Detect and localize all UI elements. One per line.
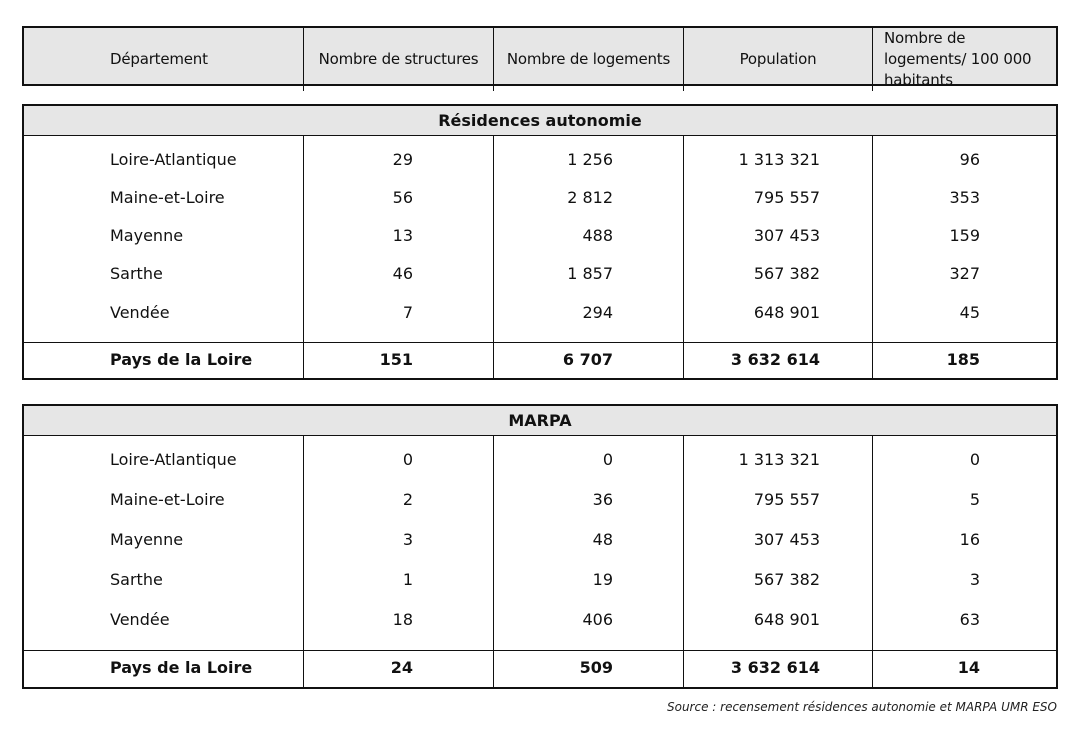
table-cell: 294 [582, 303, 613, 322]
table-cell: Mayenne [110, 530, 184, 549]
table-cell: 3 632 614 [730, 350, 820, 369]
section-residences-autonomie [22, 104, 1058, 380]
table-cell: 1 256 [567, 150, 613, 169]
total-row [24, 650, 1056, 687]
col-logements [493, 136, 683, 342]
table-cell: 795 557 [753, 188, 820, 207]
table-cell: 19 [592, 570, 613, 589]
section-rows [24, 436, 1056, 650]
table-cell: Pays de la Loire [110, 658, 253, 677]
total-population [683, 343, 872, 378]
table-cell: 16 [959, 530, 980, 549]
section-title: MARPA [24, 406, 1056, 436]
table-cell: 1 857 [567, 264, 613, 283]
table-cell: 3 [402, 530, 413, 549]
table-header [22, 26, 1058, 89]
table-cell: Sarthe [110, 570, 163, 589]
table-cell: 13 [392, 226, 413, 245]
table-cell: Sarthe [110, 264, 163, 283]
table-cell: Loire-Atlantique [110, 450, 237, 469]
col-ratio [872, 436, 1056, 650]
table-cell: 63 [959, 610, 980, 629]
table-cell: 7 [402, 303, 413, 322]
col-structures [303, 136, 493, 342]
table-cell: 353 [949, 188, 980, 207]
col-population [683, 436, 872, 650]
total-departement [24, 343, 303, 378]
table-cell: 648 901 [753, 610, 820, 629]
table-cell: 567 382 [753, 570, 820, 589]
table-cell: Maine-et-Loire [110, 490, 225, 509]
table-cell: Maine-et-Loire [110, 188, 225, 207]
total-logements [493, 651, 683, 687]
col-departement [24, 136, 303, 342]
table-cell: 48 [592, 530, 613, 549]
col-departement [24, 436, 303, 650]
table-cell: 307 453 [753, 226, 820, 245]
total-row [24, 342, 1056, 378]
header-logements: Nombre de logements [493, 28, 683, 91]
header-departement: Département [110, 50, 208, 68]
table-cell: 3 632 614 [730, 658, 820, 677]
table-cell: 0 [969, 450, 980, 469]
table-cell: 406 [582, 610, 613, 629]
table-cell: 2 [402, 490, 413, 509]
table-cell: 327 [949, 264, 980, 283]
table-cell: 488 [582, 226, 613, 245]
table-cell: Loire-Atlantique [110, 150, 237, 169]
table-cell: 795 557 [753, 490, 820, 509]
table-cell: 36 [592, 490, 613, 509]
section-rows [24, 136, 1056, 342]
col-population [683, 136, 872, 342]
total-population [683, 651, 872, 687]
table-cell: 45 [959, 303, 980, 322]
table-cell: 1 313 321 [738, 150, 820, 169]
table-cell: 307 453 [753, 530, 820, 549]
section-marpa [22, 404, 1058, 689]
table-cell: 0 [402, 450, 413, 469]
table-cell: 3 [969, 570, 980, 589]
section-title: Résidences autonomie [24, 106, 1056, 136]
table-cell: 151 [379, 350, 413, 369]
header-logements-per-100k: Nombre de logements/ 100 000 habitants [872, 28, 1056, 91]
table-cell: 2 812 [567, 188, 613, 207]
header-structures: Nombre de structures [303, 28, 493, 91]
table-cell: 29 [392, 150, 413, 169]
table-cell: Vendée [110, 610, 170, 629]
table-cell: 1 [402, 570, 413, 589]
total-structures [303, 651, 493, 687]
header-population: Population [683, 28, 872, 91]
col-logements [493, 436, 683, 650]
table-cell: 24 [390, 658, 413, 677]
col-structures [303, 436, 493, 650]
total-structures [303, 343, 493, 378]
table-cell: 96 [959, 150, 980, 169]
table-cell: 46 [392, 264, 413, 283]
table-cell: 567 382 [753, 264, 820, 283]
total-ratio [872, 651, 1056, 687]
table-cell: 5 [969, 490, 980, 509]
table-cell: 6 707 [562, 350, 613, 369]
table-cell: Vendée [110, 303, 170, 322]
table-cell: 648 901 [753, 303, 820, 322]
total-ratio [872, 343, 1056, 378]
table-cell: Pays de la Loire [110, 350, 253, 369]
table-cell: Mayenne [110, 226, 184, 245]
table-cell: 0 [602, 450, 613, 469]
source-note: Source : recensement résidences autonomie et MARPA UMR ESO [666, 700, 1057, 714]
table-cell: 18 [392, 610, 413, 629]
table-cell: 14 [957, 658, 980, 677]
col-ratio [872, 136, 1056, 342]
total-departement [24, 651, 303, 687]
table-cell: 159 [949, 226, 980, 245]
table-cell: 1 313 321 [738, 450, 820, 469]
table-cell: 56 [392, 188, 413, 207]
table-cell: 509 [579, 658, 613, 677]
table-cell: 185 [946, 350, 980, 369]
total-logements [493, 343, 683, 378]
